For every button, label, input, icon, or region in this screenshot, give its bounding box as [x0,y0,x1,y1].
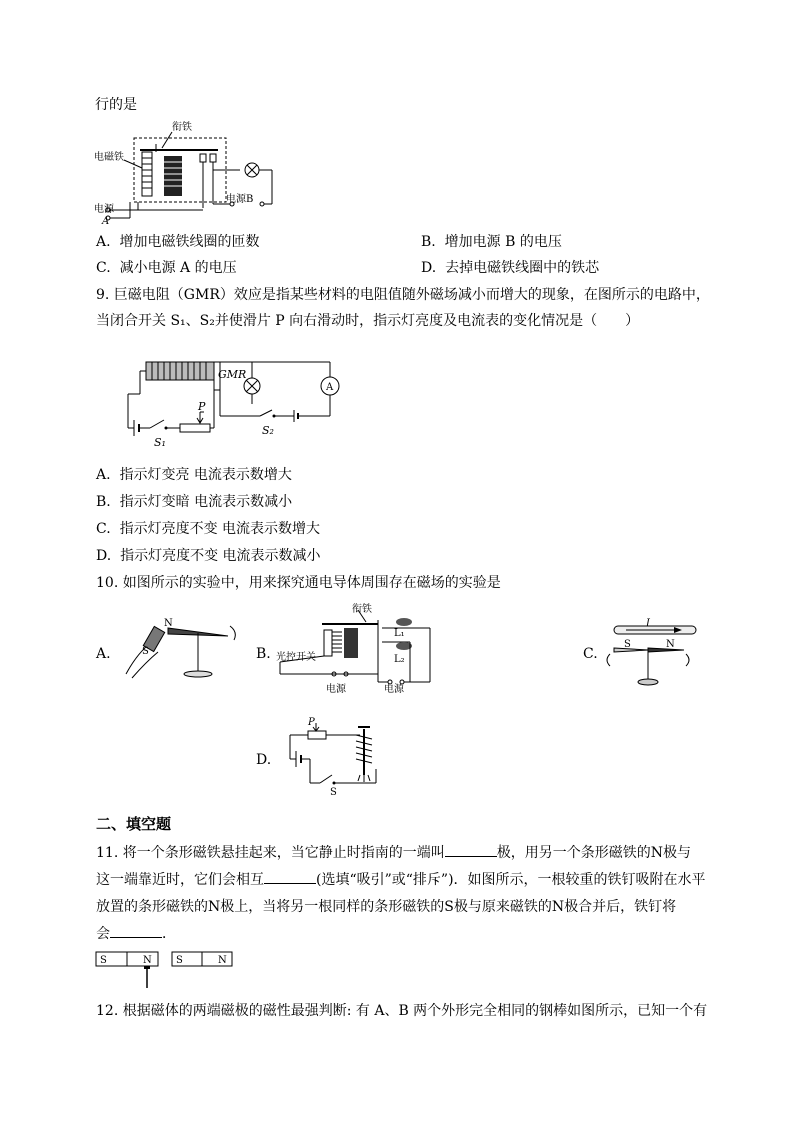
q10-c-label-current: I [646,618,650,629]
q9-option-b: B. 指示灯变暗 电流表示数减小 [96,494,293,510]
q10-option-d-figure [280,713,390,799]
q9-label-s2: S₂ [262,424,274,437]
q9-label-s1: S₁ [154,436,166,449]
q8-label-source-a-letter: A [102,216,110,227]
q11-line2: 这一端靠近时，它们会相互 (选填“吸引”或“排斥”)．如图所示，一根较重的铁钉吸附在水平 [96,872,706,888]
q10-b-label-light-switch: 光控开关 [276,652,316,663]
q9-option-c: C. 指示灯亮度不变 电流表示数增大 [96,521,321,537]
q9-label-gmr: GMR [218,368,247,381]
q10-b-label-armature: 衔铁 [352,604,372,615]
q8-label-armature: 衔铁 [172,122,192,133]
q10-option-a-letter: A. [96,646,111,662]
q12-line1: 12. 根据磁体的两端磁极的磁性最强判断: 有 A、B 两个外形完全相同的钢棒如图所示，已知一个有 [96,1003,708,1019]
section-title-fill-blank: 二、填空题 [96,815,172,833]
q10-option-b-figure [270,602,440,694]
q11-magnets-figure [96,952,236,992]
q8-stem-tail: 行的是 [95,97,137,113]
q10-option-b-letter: B. [256,646,271,662]
q10-a-label-s: S [142,646,149,657]
q11-magnet1-s: S [100,955,107,966]
q11-magnet1-n: N [143,955,152,966]
q11-magnet2-s: S [176,955,183,966]
q11-blank-2[interactable] [264,871,316,884]
q10-b-label-source1: 电源 [326,684,346,695]
q8-option-b: B. 增加电源 B 的电压 [421,234,562,250]
q9-stem-line2: 当闭合开关 S₁、S₂并使滑片 P 向右滑动时，指示灯亮度及电流表的变化情况是（ ） [96,313,640,329]
q9-stem-line1: 9. 巨磁电阻（GMR）效应是指某些材料的电阻值随外磁场减小而增大的现象，在图所示的电路中， [96,287,710,303]
q8-label-electromagnet: 电磁铁 [94,152,124,163]
q11-line1: 11. 将一个条形磁铁悬挂起来，当它静止时指南的一端叫 极，用另一个条形磁铁的N极与 [96,845,691,861]
q10-option-d-letter: D. [256,752,272,768]
q8-relay-diagram [90,118,290,228]
q8-option-c: C. 减小电源 A 的电压 [96,260,237,276]
q10-c-label-n: N [666,639,675,650]
q10-stem: 10. 如图所示的实验中，用来探究通电导体周围存在磁场的实验是 [96,575,501,591]
q10-option-c-figure [604,620,700,690]
q11-blank-1[interactable] [445,844,497,857]
q9-label-p: P [198,400,206,413]
q9-ammeter-symbol: A [326,382,334,393]
q10-a-label-n: N [164,618,173,629]
q8-option-a: A. 增加电磁铁线圈的匝数 [96,234,260,250]
q10-d-label-p: P [308,717,315,728]
q10-b-label-source2: 电源 [384,684,404,695]
q9-option-a: A. 指示灯变亮 电流表示数增大 [96,467,292,483]
q11-blank-3[interactable] [110,925,162,938]
q8-option-d: D. 去掉电磁铁线圈中的铁芯 [421,260,600,276]
q10-d-label-s: S [330,787,337,798]
q11-line3: 放置的条形磁铁的N极上，当将另一根同样的条形磁铁的S极与原来磁铁的N极合并后，铁钉将 [96,899,677,915]
q10-b-label-l1: L₁ [394,628,405,639]
q10-c-label-s: S [624,639,631,650]
q9-gmr-circuit [120,358,360,448]
q10-b-label-l2: L₂ [394,654,405,665]
q11-line4: 会 ． [96,926,176,942]
q8-label-source-a: 电源 [94,204,114,215]
q10-option-c-letter: C. [583,646,598,662]
q8-label-source-b: 电源B [226,194,254,205]
q10-option-a-figure [118,612,248,684]
q9-option-d: D. 指示灯亮度不变 电流表示数减小 [96,548,321,564]
q11-magnet2-n: N [218,955,227,966]
